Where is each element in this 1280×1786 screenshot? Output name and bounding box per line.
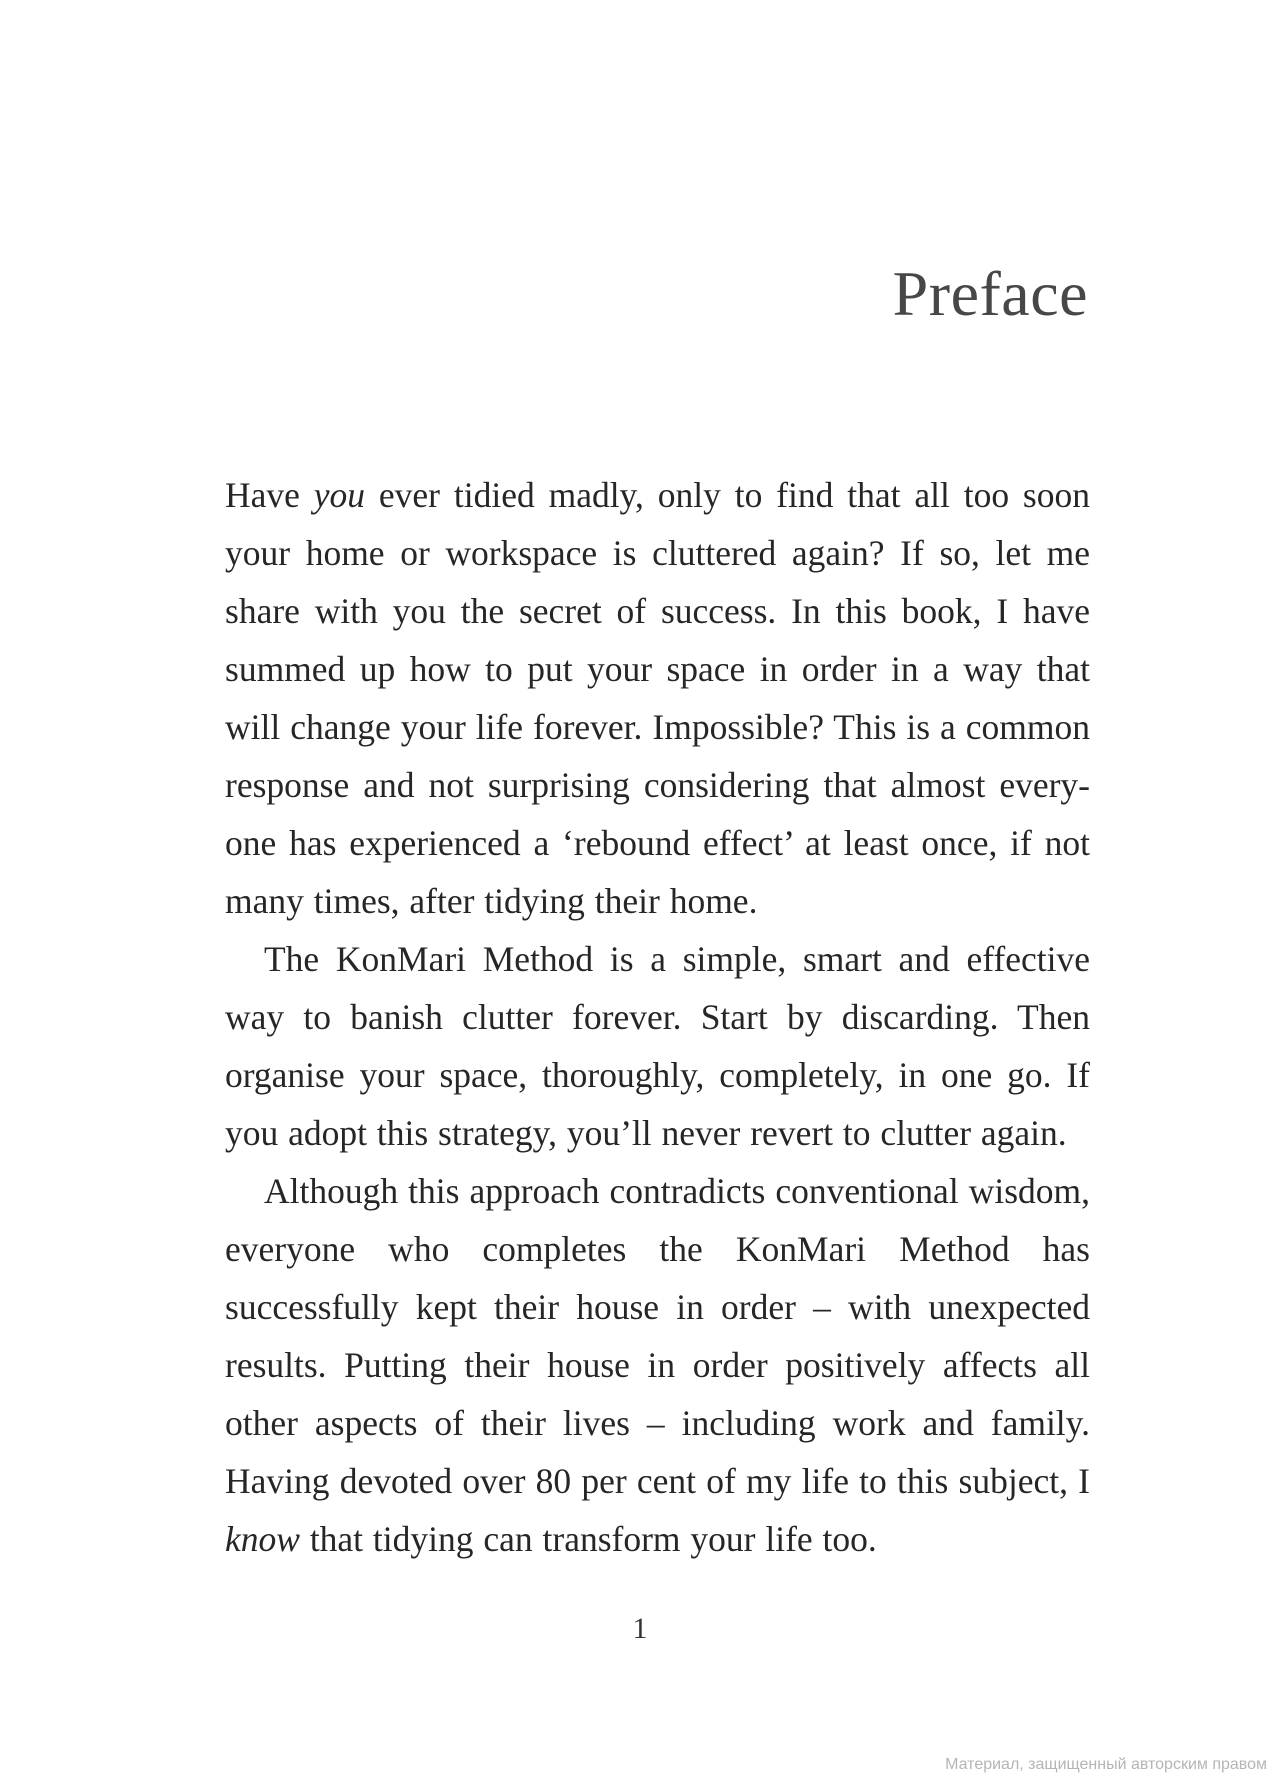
- paragraph-1-emphasis: you: [313, 475, 366, 515]
- paragraph-3-text-b: that tidying can transform your life too.: [299, 1519, 877, 1559]
- paragraph-2-text-a: The KonMari Method is a simple, smart and effective way to banish clutter forever. Start by discarding. Then organise your space, thoroughly, completely, in one go. If you adopt this strategy, you’ll never revert to clutter again.: [225, 939, 1090, 1153]
- paragraph-3-text-a: Although this approach contradicts conventional wisdom, everyone who completes the KonMari Method has successfully kept their house in order – with unexpected results. Putting their house in order positively affects all other aspects of their lives – including work and family. Having devoted over 80 per cent of my life to this subject, I: [225, 1171, 1090, 1501]
- paragraph-3-emphasis: know: [225, 1519, 300, 1559]
- paragraph-1: [225, 466, 1090, 930]
- paragraph-3: [225, 1162, 1090, 1568]
- preface-body: [225, 466, 1090, 1568]
- paragraph-2: [225, 930, 1090, 1162]
- copyright-watermark: Материал, защищенный авторским правом: [945, 1756, 1267, 1773]
- paragraph-1-text-b: ever tidied madly, only to find that all too soon your home or workspace is cluttered again? If so, let me share with you the secret of success. In this book, I have summed up how to put your space in order in a way that will change your life forever. Impossible? This is a common response and not surprising considering that almost everyone has experienced a ‘rebound effect’ at least once, if not many times, after tidying their home.: [225, 475, 1090, 921]
- paragraph-1-text-a: Have: [225, 475, 314, 515]
- page-number: 1: [632, 1612, 648, 1645]
- page-title: Preface: [892, 258, 1088, 329]
